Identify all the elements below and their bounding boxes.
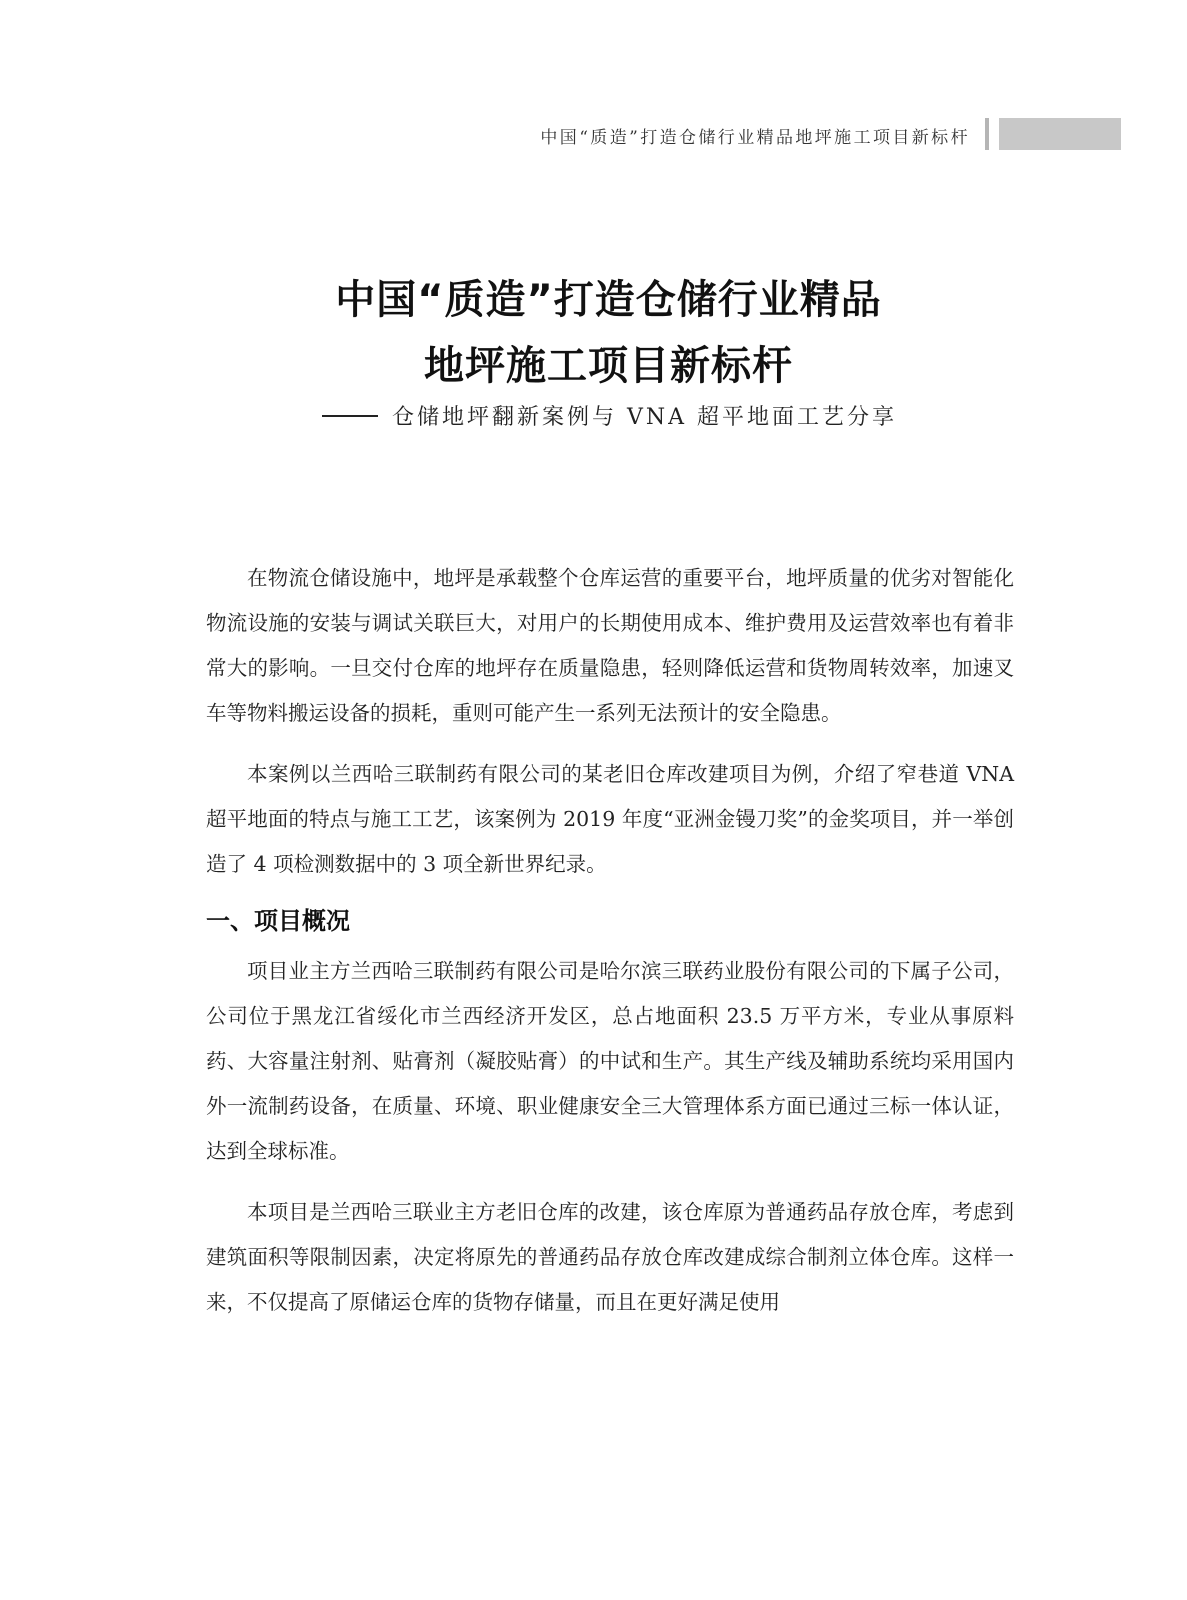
section-heading-project-overview: 一、项目概况	[206, 907, 350, 935]
article-title-line-1: 中国“质造”打造仓储行业精品	[335, 277, 882, 323]
article-body	[206, 556, 1014, 1325]
subtitle-dash	[322, 415, 378, 417]
intro-paragraph-2: 本案例以兰西哈三联制药有限公司的某老旧仓库改建项目为例，介绍了窄巷道 VNA 超平地面的特点与施工工艺，该案例为 2019 年度“亚洲金镘刀奖”的金奖项目，并一举创造了 4 项检测数据中的 3 项全新世界纪录。	[206, 762, 1014, 876]
section1-paragraph-1: 项目业主方兰西哈三联制药有限公司是哈尔滨三联药业股份有限公司的下属子公司，公司位于黑龙江省绥化市兰西经济开发区，总占地面积 23.5 万平方米，专业从事原料药、大容量注射剂、贴膏剂（凝胶贴膏）的中试和生产。其生产线及辅助系统均采用国内外一流制药设备，在质量、环境、职业健康安全三大管理体系方面已通过三标一体认证，达到全球标准。	[206, 959, 1014, 1163]
intro-paragraph-1: 在物流仓储设施中，地坪是承载整个仓库运营的重要平台，地坪质量的优劣对智能化物流设施的安装与调试关联巨大，对用户的长期使用成本、维护费用及运营效率也有着非常大的影响。一旦交付仓库的地坪存在质量隐患，轻则降低运营和货物周转效率，加速叉车等物料搬运设备的损耗，重则可能产生一系列无法预计的安全隐患。	[206, 566, 1014, 725]
section1-paragraph-2: 本项目是兰西哈三联业主方老旧仓库的改建，该仓库原为普通药品存放仓库，考虑到建筑面积等限制因素，决定将原先的普通药品存放仓库改建成综合制剂立体仓库。这样一来，不仅提高了原储运仓库的货物存储量，而且在更好满足使用	[206, 1200, 1014, 1314]
header-divider	[985, 118, 989, 150]
subtitle-text: 仓储地坪翻新案例与 VNA 超平地面工艺分享	[392, 405, 898, 430]
running-header-title: 中国“质造”打造仓储行业精品地坪施工项目新标杆	[540, 128, 970, 148]
header-gray-tab	[999, 118, 1121, 150]
article-subtitle	[322, 400, 897, 431]
article-title-line-2: 地坪施工项目新标杆	[424, 343, 793, 389]
